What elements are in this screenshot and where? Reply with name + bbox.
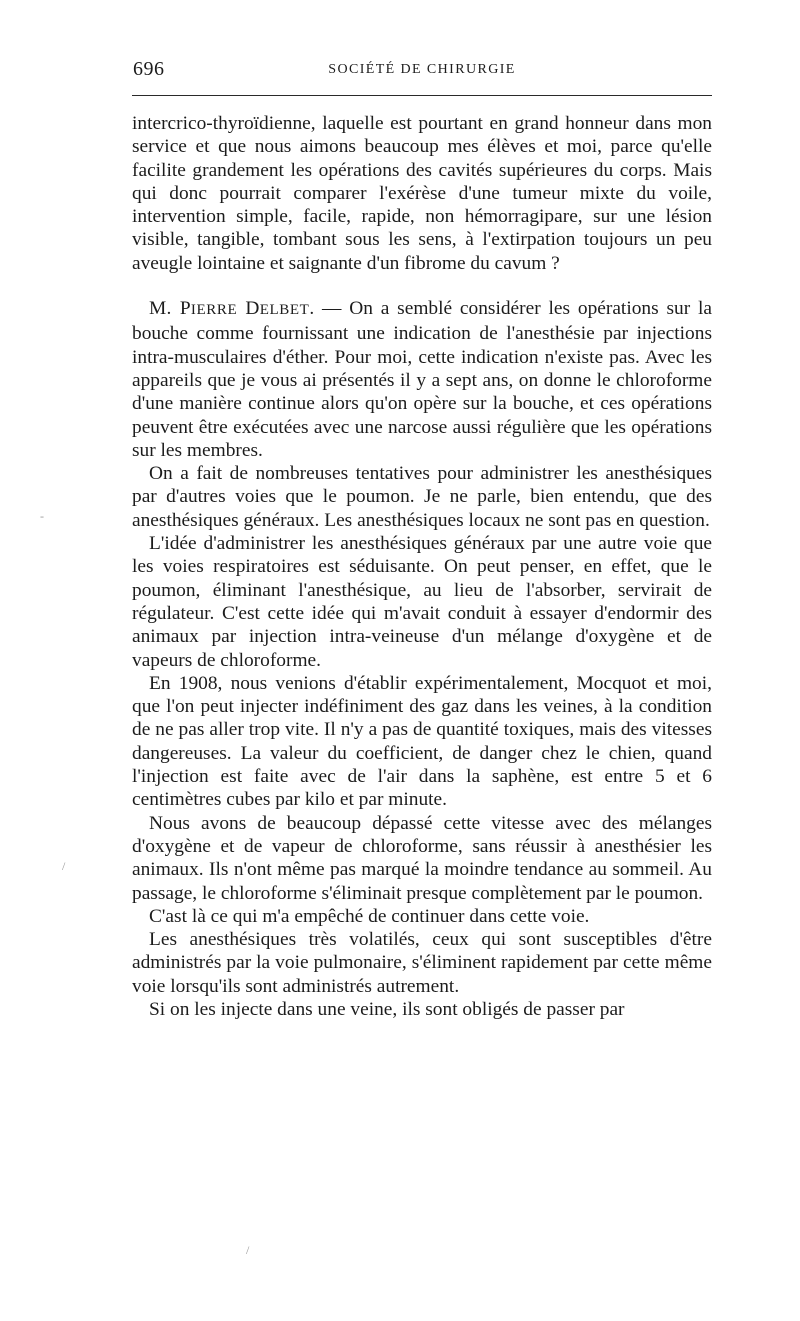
paragraph: Les anesthésiques très volatilés, ceux qui sont susceptibles d'être administrés par la voie pulmonaire, s'éliminent rapidement par cette même voie lorsqu'ils sont administrés autrement. — [132, 929, 712, 997]
paragraph-delbet-intervention — [132, 297, 712, 462]
speaker-name: M. PIERRE DELBET — [149, 298, 310, 320]
running-title: SOCIÉTÉ DE CHIRURGIE — [328, 62, 516, 77]
paragraph: L'idée d'administrer les anesthésiques généraux par une autre voie que les voies respiratoires est séduisante. On peut penser, en effet, que le poumon, éliminant l'anesthésique, au lieu de l'absorber, servirait de régulateur. C'est cette idée qui m'avait conduit à essayer d'endormir des animaux par injection intra-veineuse d'un mélange d'oxygène et de vapeurs de chloroforme. — [132, 533, 712, 671]
margin-speck: / — [246, 1243, 250, 1257]
margin-speck: - — [40, 509, 44, 523]
margin-speck: / — [62, 859, 66, 873]
paragraph: On a fait de nombreuses tentatives pour administrer les anesthésiques par d'autres voies que le poumon. Je ne parle, bien entendu, que des anesthésiques généraux. Les anesthésiques locaux ne sont pas en question. — [132, 463, 712, 531]
paragraph: Si on les injecte dans une veine, ils sont obligés de passer par — [149, 998, 625, 1020]
running-head — [132, 58, 712, 88]
header-rule — [132, 95, 712, 96]
paragraph: En 1908, nous venions d'établir expérimentalement, Mocquot et moi, que l'on peut injecter indéfiniment des gaz dans les veines, à la condition de ne pas aller trop vite. Il n'y a pas de quantité toxiques, mais des vitesses dangereuses. La valeur du coefficient, de danger chez le chien, quand l'injection est faite avec de l'air dans la saphène, est entre 5 et 6 centimètres cubes par kilo et par minute. — [132, 672, 712, 811]
paragraph: Nous avons de beaucoup dépassé cette vitesse avec des mélanges d'oxygène et de vapeur de chloroforme, sans réussir à anesthésier les animaux. Ils n'ont même pas marqué la moindre tendance au sommeil. Au passage, le chloroforme s'éliminait presque complètement par le poumon. — [132, 812, 712, 904]
page-number: 696 — [133, 58, 165, 80]
paragraph: C'ast là ce qui m'a empêché de continuer dans cette voie. — [149, 905, 590, 927]
body-text — [132, 112, 712, 1021]
paragraph-continued: intercrico-thyroïdienne, laquelle est pourtant en grand honneur dans mon service et que nous aimons beaucoup mes élèves et moi, parce qu'elle facilite grandement les opérations des cavités supérieures du corps. Mais qui donc pourrait comparer l'exérèse d'une tumeur mixte du voile, intervention simple, facile, rapide, non hémorragipare, sur une lésion visible, tangible, tombant sous les sens, à l'extirpation toujours un peu aveugle lointaine et saignante d'un fibrome du cavum ? — [132, 113, 712, 274]
paragraph-text: . — On a semblé considérer les opérations sur la bouche comme fournissant une indication de l'anesthésie par injections intra-musculaires d'éther. Pour moi, cette indication n'existe pas. Avec les appareils que je vous ai présentés il y a sept ans, on donne le chloroforme d'une manière continue alors qu'on opère sur la bouche, et ces opérations peuvent être exécutées avec une narcose aussi régulière que les opérations sur les membres. — [132, 298, 712, 461]
